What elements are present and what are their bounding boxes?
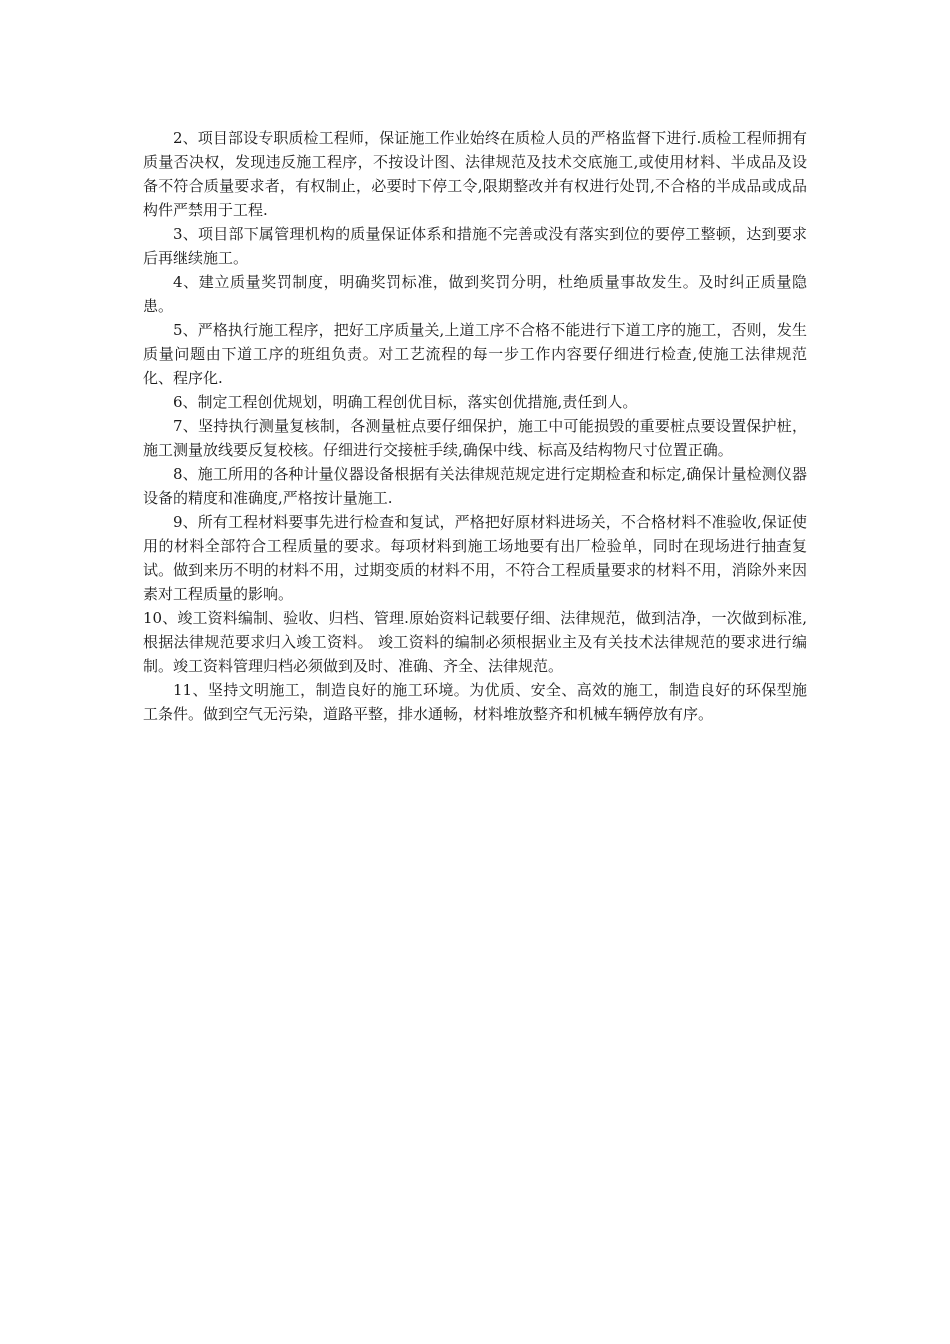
paragraph-4: 4、建立质量奖罚制度，明确奖罚标准，做到奖罚分明，杜绝质量事故发生。及时纠正质量隐患。 xyxy=(143,273,807,315)
document-body xyxy=(143,126,807,726)
paragraph-7: 7、坚持执行测量复核制，各测量桩点要仔细保护，施工中可能损毁的重要桩点要设置保护桩，施工测量放线要反复校核。仔细进行交接桩手续,确保中线、标高及结构物尺寸位置正确。 xyxy=(143,417,807,459)
paragraph-9: 9、所有工程材料要事先进行检查和复试，严格把好原材料进场关，不合格材料不准验收,保证使用的材料全部符合工程质量的要求。每项材料到施工场地要有出厂检验单，同时在现场进行抽查复试。做到来历不明的材料不用，过期变质的材料不用，不符合工程质量要求的材料不用，消除外来因素对工程质量的影响。 xyxy=(143,513,807,603)
paragraph-5: 5、严格执行施工程序，把好工序质量关,上道工序不合格不能进行下道工序的施工，否则，发生质量问题由下道工序的班组负责。对工艺流程的每一步工作内容要仔细进行检查,使施工法律规范化、程序化. xyxy=(143,321,807,387)
paragraph-10: 10、竣工资料编制、验收、归档、管理.原始资料记载要仔细、法律规范，做到洁净，一次做到标准,根据法律规范要求归入竣工资料。 竣工资料的编制必须根据业主及有关技术法律规范的要求进行编制。竣工资料管理归档必须做到及时、准确、齐全、法律规范。 xyxy=(143,609,807,675)
paragraph-2: 2、项目部设专职质检工程师，保证施工作业始终在质检人员的严格监督下进行.质检工程师拥有质量否决权，发现违反施工程序，不按设计图、法律规范及技术交底施工,或使用材料、半成品及设备不符合质量要求者，有权制止，必要时下停工令,限期整改并有权进行处罚,不合格的半成品或成品构件严禁用于工程. xyxy=(143,129,807,219)
paragraph-3: 3、项目部下属管理机构的质量保证体系和措施不完善或没有落实到位的要停工整顿，达到要求后再继续施工。 xyxy=(143,225,807,267)
paragraph-6: 6、制定工程创优规划，明确工程创优目标，落实创优措施,责任到人。 xyxy=(173,393,638,411)
paragraph-8: 8、施工所用的各种计量仪器设备根据有关法律规范规定进行定期检查和标定,确保计量检测仪器设备的精度和准确度,严格按计量施工. xyxy=(143,465,807,507)
paragraph-11: 11、坚持文明施工，制造良好的施工环境。为优质、安全、高效的施工，制造良好的环保型施工条件。做到空气无污染，道路平整，排水通畅，材料堆放整齐和机械车辆停放有序。 xyxy=(143,681,807,723)
